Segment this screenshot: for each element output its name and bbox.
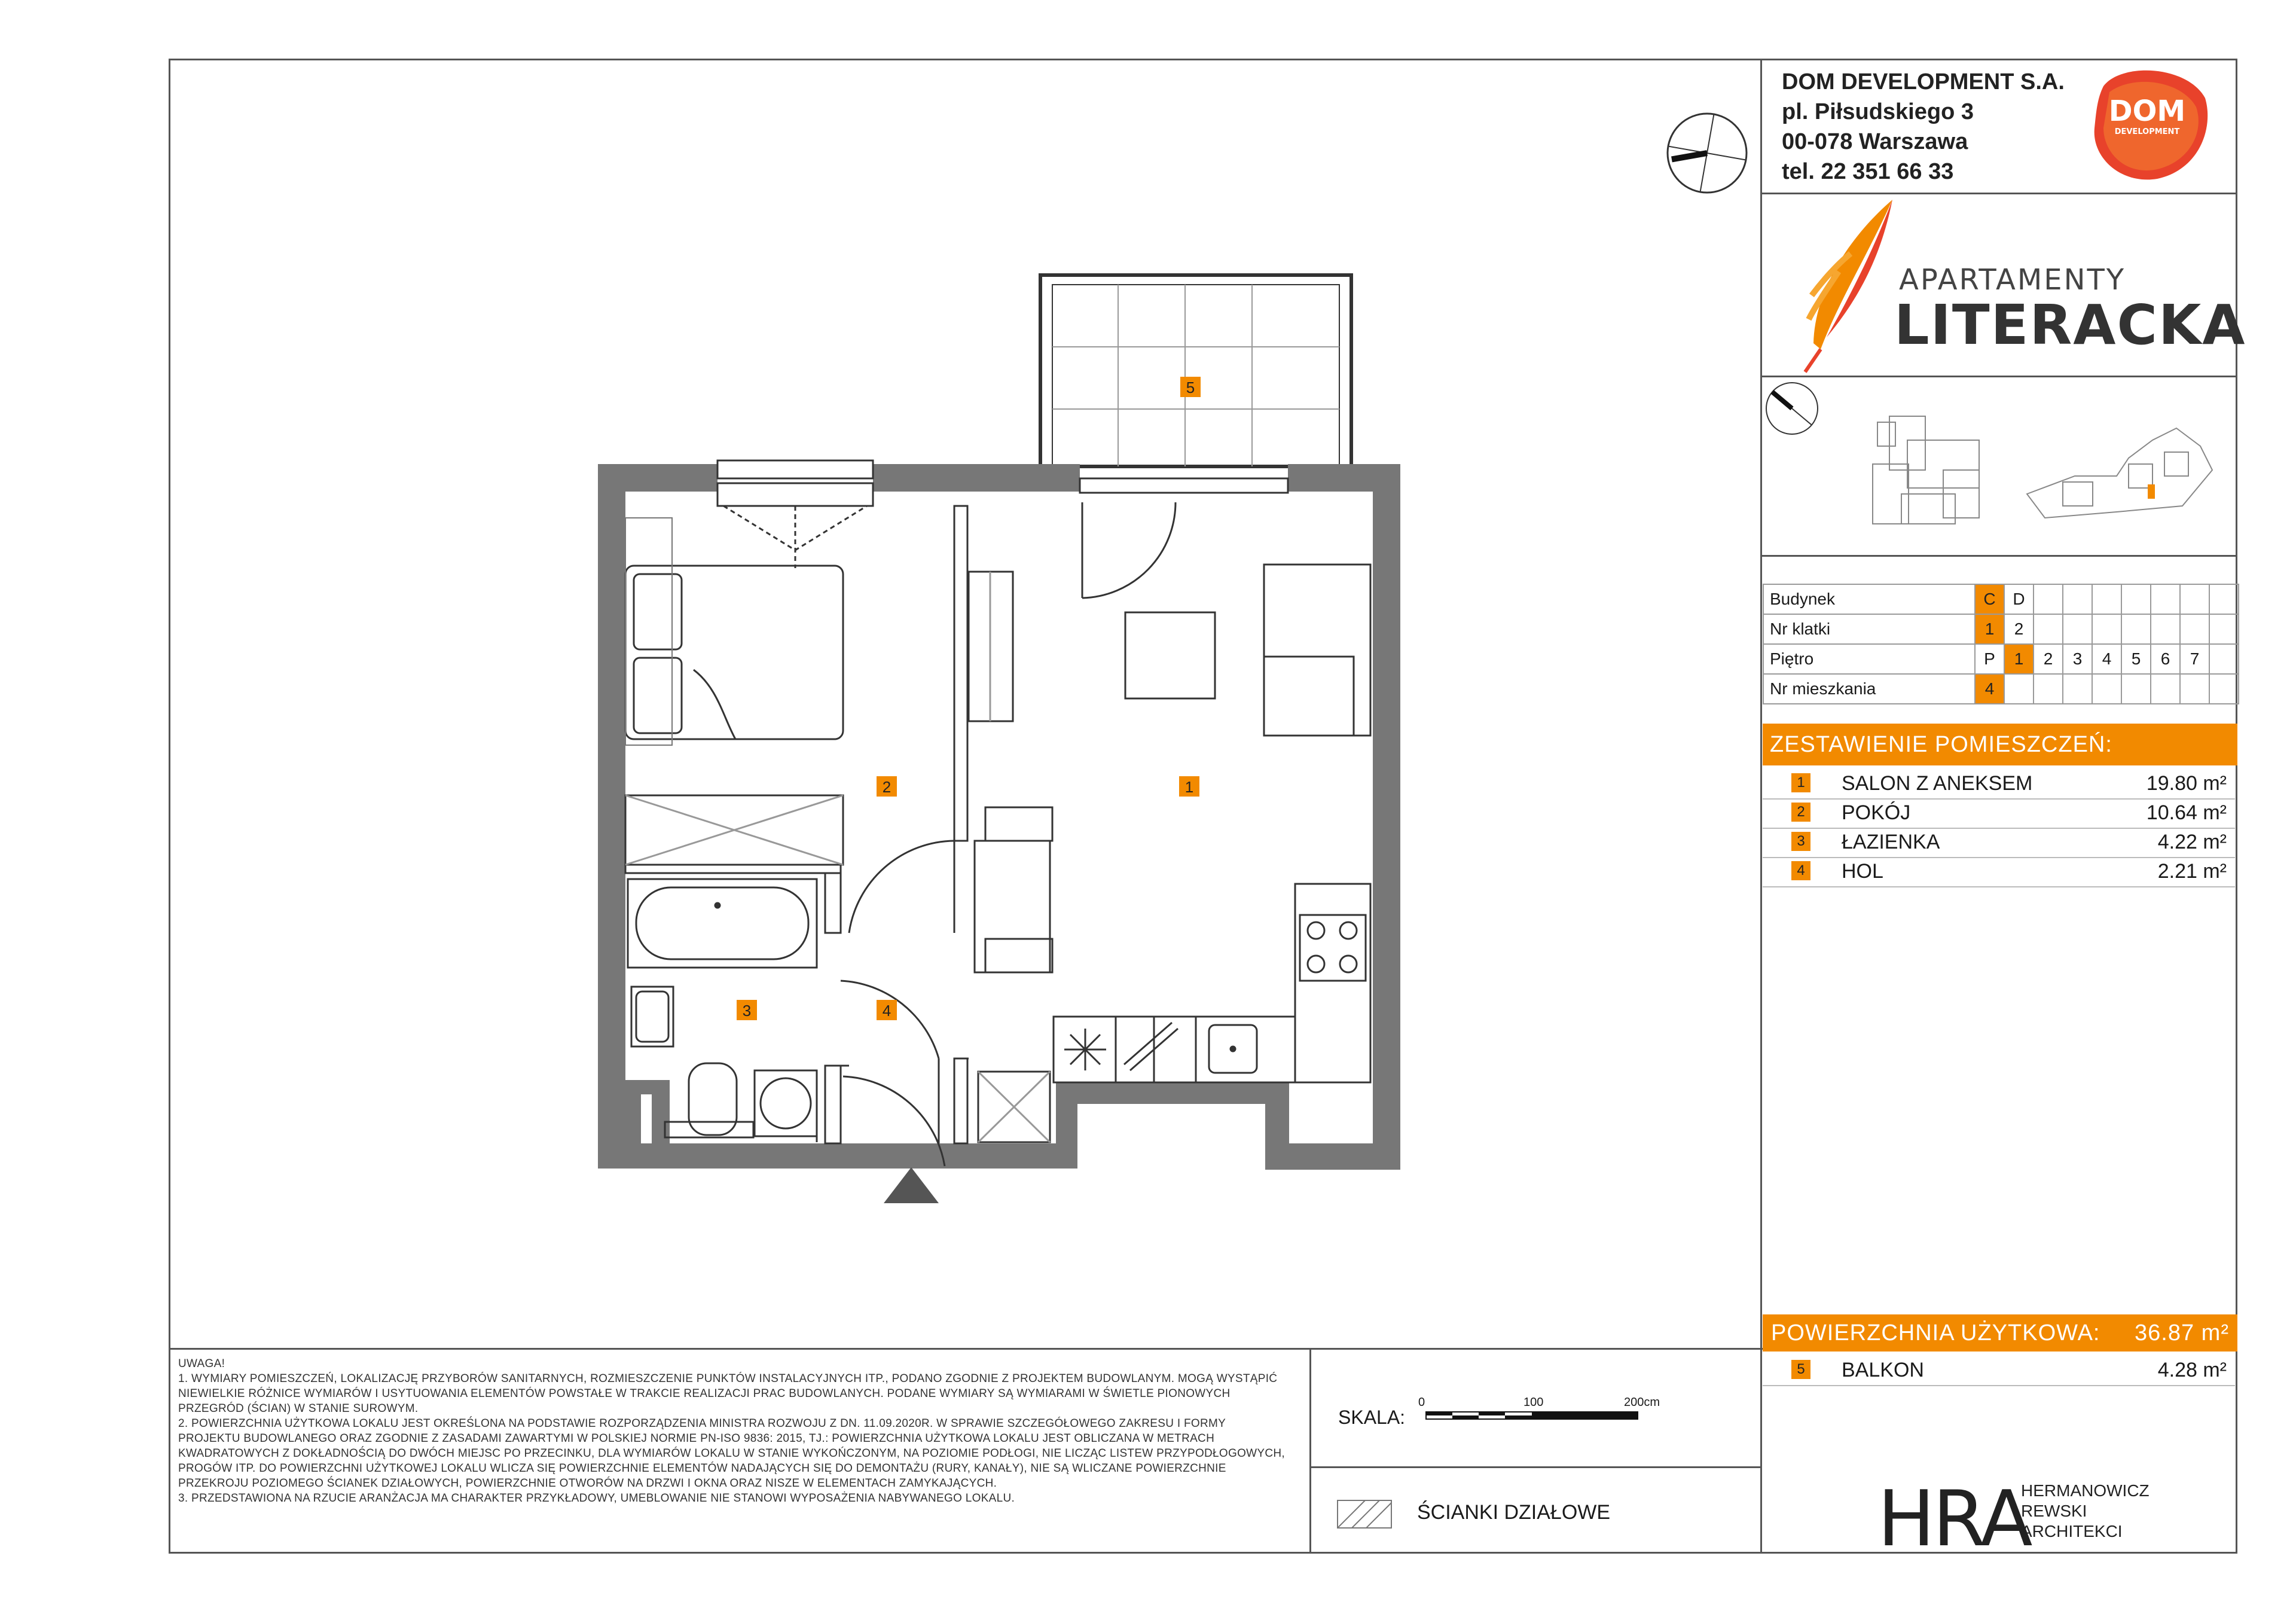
table-cell	[2121, 614, 2151, 644]
room-label-5: 5	[1186, 379, 1195, 396]
rooms-header-text: ZESTAWIENIE POMIESZCZEŃ:	[1770, 732, 2112, 757]
room-number: 1	[1791, 773, 1810, 792]
title-block-divider	[1760, 59, 1762, 1554]
table-cell: 5	[2121, 644, 2151, 674]
room-row	[1763, 770, 2235, 800]
note-3: 3. PRZEDSTAWIONA NA RZUCIE ARANŻACJA MA CHARAKTER PRZYKŁADOWY, UMEBLOWANIE NIE STANOWI WYPOSAŻENIA NABYWANEGO LOKALU.	[178, 1492, 1015, 1505]
company-city: 00-078 Warszawa	[1782, 129, 1968, 154]
kitchen	[1054, 884, 1370, 1082]
table-cell	[2092, 674, 2121, 704]
window	[718, 460, 873, 568]
bedroom-door	[849, 841, 954, 933]
partition-wall-swatch	[1337, 1500, 1392, 1529]
table-cell: 6	[2151, 644, 2180, 674]
table-cell: 3	[2063, 644, 2092, 674]
table-cell	[2180, 614, 2209, 644]
table-cell: 4	[1975, 674, 2004, 704]
company-divider	[1760, 193, 2237, 194]
dom-development-logo	[2086, 62, 2212, 182]
company-phone: tel. 22 351 66 33	[1782, 159, 1954, 184]
note-2: 2. POWIERZCHNIA UŻYTKOWA LOKALU JEST OKREŚLONA NA PODSTAWIE ROZPORZĄDZENIA MINISTRA ROZWOJU Z DN. 11.09.2020R. W SPRAWIE SZCZEGÓŁOWEGO ZAKRESU I FORMY PROJEKTU BUDOWLANEGO ORAZ ZGODNIE Z ZASADAMI ZAWARTYMI W POLSKIEJ NORMIE PN-ISO 9836: 2015, TJ.: POWIERZCHNIA UŻYTKOWA LOKALU JEST OBLICZANA W METRACH KWADRATOWYCH Z DOKŁADNOŚCIĄ DO DWÓCH MIEJSC PO PRZECINKU, DLA WYMIARÓW LOKALU W STANIE WYKOŃCZONYM, NA POZIOMIE PODŁOGI, NIE LICZĄC LISTEW PRZYPODŁOGOWYCH, PROGÓW ITP. DO POWIERZCHNI UŻYTKOWEJ LOKALU WLICZA SIĘ POWIERZCHNIE ELEMENTÓW NADAJĄCYCH SIĘ DO DEMONTAŻU (RURY, KANAŁY), NIE SĄ WLICZANE POWIERZCHNIE PRZEKROJU POZIOMEGO ŚCIANEK DZIAŁOWYCH, POWIERZCHNIE OTWORÓW NA DRZWI I OKNA ORAZ NISZE W ELEMENTACH ZAMYKAJĄCYCH.	[178, 1417, 1285, 1490]
architect-name-2: REWSKI	[2021, 1502, 2087, 1520]
room-name: ŁAZIENKA	[1842, 831, 1940, 853]
architect-names	[2021, 1481, 2150, 1542]
scale-tick-200: 200cm	[1624, 1396, 1660, 1409]
room-area: 10.64 m²	[2146, 801, 2227, 824]
legend-divider	[1309, 1466, 1761, 1468]
table-cell	[2034, 584, 2063, 614]
room-label-2: 2	[882, 778, 891, 796]
table-row	[1763, 644, 2239, 674]
table-cell	[2063, 584, 2092, 614]
table-cell	[2209, 644, 2239, 674]
notes-block	[178, 1356, 1290, 1506]
table-cell: P	[1975, 644, 2004, 674]
table-cell: D	[2004, 584, 2034, 614]
notes-title: UWAGA!	[178, 1357, 225, 1370]
total-area-label: POWIERZCHNIA UŻYTKOWA:	[1771, 1320, 2100, 1346]
living-room-furniture	[969, 565, 1370, 1142]
table-cell	[2121, 674, 2151, 704]
table-cell: 1	[2004, 644, 2034, 674]
table-cell	[2151, 614, 2180, 644]
architect-name-3: ARCHITEKCI	[2021, 1522, 2123, 1540]
keyplan-compass-icon	[1764, 380, 1820, 437]
dom-logo-shape	[2086, 62, 2212, 182]
room-area: 19.80 m²	[2146, 772, 2227, 795]
table-cell	[2063, 614, 2092, 644]
table-cell: 7	[2180, 644, 2209, 674]
location-table	[1763, 584, 2239, 704]
note-1: 1. WYMIARY POMIESZCZEŃ, LOKALIZACJĘ PRZYBORÓW SANITARNYCH, ROZMIESZCZENIE PUNKTÓW INSTALACYJNYCH ITP., PODANO ZGODNIE Z PROJEKTEM BUDOWLANYM. MOGĄ WYSTĄPIĆ NIEWIELKIE RÓŻNICE WYMIARÓW I USYTUOWANIA ELEMENTÓW POWSTAŁE W TRAKCIE REALIZACJI PRAC BUDOWLANYCH. PODANE WYMIARY SĄ WYMIARAMI W ŚWIETLE PIONOWYCH PRZEGRÓD (ŚCIAN) W STANIE SUROWYM.	[178, 1372, 1278, 1415]
room-area: 2.21 m²	[2157, 860, 2227, 883]
table-cell: C	[1975, 584, 2004, 614]
room-area: 4.28 m²	[2157, 1359, 2227, 1381]
room-number: 4	[1791, 861, 1810, 880]
interior-walls	[625, 506, 967, 1143]
scale-tick-100: 100	[1523, 1396, 1544, 1409]
table-cell	[2034, 674, 2063, 704]
table-cell: 2	[2034, 644, 2063, 674]
balcony-door	[1080, 478, 1288, 598]
table-cell	[2092, 584, 2121, 614]
table-cell	[2034, 614, 2063, 644]
feather-logo-icon	[1803, 200, 1904, 373]
table-cell	[2180, 584, 2209, 614]
architect-mark: HRA	[1877, 1475, 2031, 1564]
table-cell	[2004, 674, 2034, 704]
row-label: Nr klatki	[1763, 614, 1975, 644]
row-label: Piętro	[1763, 644, 1975, 674]
keyplan-divider	[1760, 555, 2237, 557]
scale-bar	[1425, 1411, 1638, 1420]
room-area: 4.22 m²	[2157, 831, 2227, 853]
total-area-bar	[1763, 1314, 2237, 1352]
room-number: 5	[1791, 1360, 1810, 1379]
project-name-line1: APARTAMENTY	[1899, 263, 2126, 297]
table-cell	[2209, 584, 2239, 614]
room-row	[1763, 828, 2235, 858]
room-label-3: 3	[742, 1002, 752, 1020]
table-cell: 1	[1975, 614, 2004, 644]
table-cell	[2151, 584, 2180, 614]
room-name: SALON Z ANEKSEM	[1842, 772, 2033, 795]
table-cell: 2	[2004, 614, 2034, 644]
project-name-line2: LITERACKA	[1894, 293, 2246, 357]
keyplan-building-sketch	[1866, 404, 2236, 531]
room-label-4: 4	[882, 1002, 891, 1020]
table-cell	[2180, 674, 2209, 704]
table-row	[1763, 614, 2239, 644]
room-label-1: 1	[1184, 778, 1194, 796]
rooms-header	[1763, 724, 2237, 765]
entrance-arrow-icon	[884, 1167, 939, 1203]
balcony	[1040, 275, 1351, 466]
architect-name-1: HERMANOWICZ	[2021, 1481, 2150, 1500]
company-name: DOM DEVELOPMENT S.A.	[1782, 69, 2065, 94]
dom-logo-text: DOM	[2108, 94, 2186, 128]
table-cell	[2151, 674, 2180, 704]
table-cell	[2209, 674, 2239, 704]
room-name: HOL	[1842, 860, 1883, 883]
table-cell	[2209, 614, 2239, 644]
bedroom-furniture	[625, 518, 843, 865]
company-address	[1782, 67, 2065, 187]
company-street: pl. Piłsudskiego 3	[1782, 99, 1974, 124]
table-cell: 4	[2092, 644, 2121, 674]
row-label: Budynek	[1763, 584, 1975, 614]
dom-logo-subtext: DEVELOPMENT	[2114, 127, 2180, 136]
table-row	[1763, 674, 2239, 704]
table-cell	[2121, 584, 2151, 614]
balcony-row	[1763, 1356, 2235, 1386]
row-label: Nr mieszkania	[1763, 674, 1975, 704]
room-number: 2	[1791, 803, 1810, 822]
table-cell	[2092, 614, 2121, 644]
scale-divider	[1309, 1348, 1311, 1554]
scale-tick-0: 0	[1418, 1396, 1425, 1409]
table-row	[1763, 584, 2239, 614]
total-area-value: 36.87 m²	[2135, 1320, 2229, 1346]
project-divider	[1760, 376, 2237, 377]
scale-label: SKALA:	[1338, 1407, 1406, 1428]
room-name: POKÓJ	[1842, 801, 1911, 824]
legend-label: ŚCIANKI DZIAŁOWE	[1417, 1501, 1611, 1524]
room-number: 3	[1791, 832, 1810, 851]
room-row	[1763, 799, 2235, 829]
room-name: BALKON	[1842, 1359, 1924, 1381]
room-row	[1763, 858, 2235, 887]
table-cell	[2063, 674, 2092, 704]
